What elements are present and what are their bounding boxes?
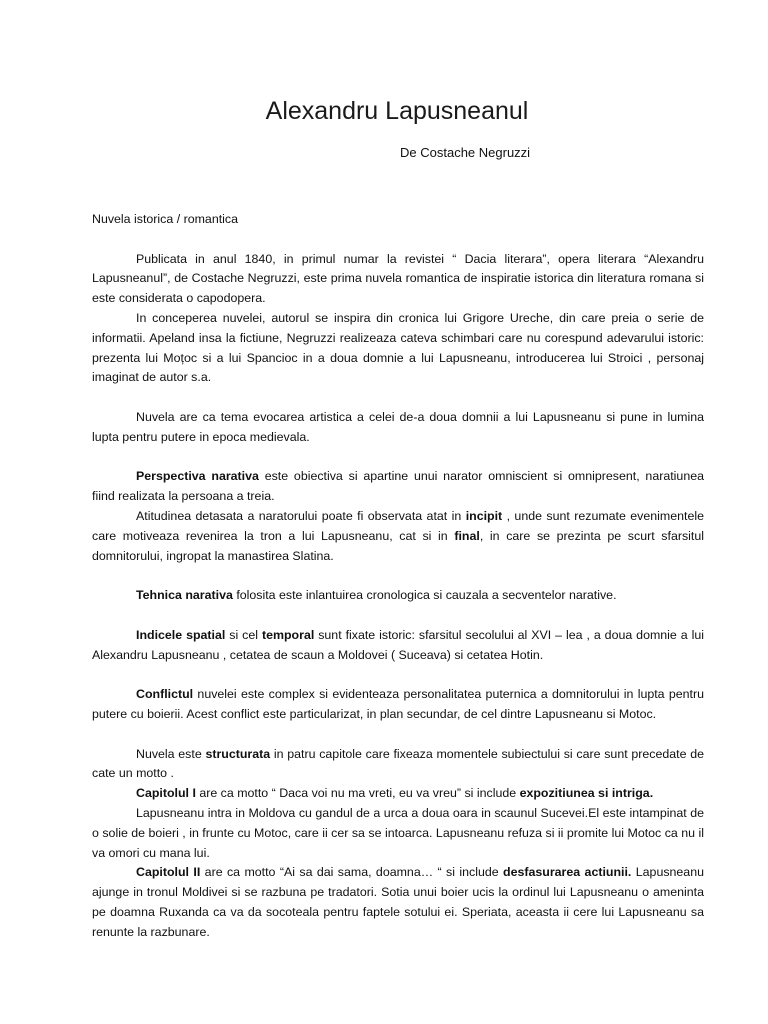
term-incipit: incipit	[465, 508, 503, 523]
term-conflictul: Conflictul	[136, 687, 194, 702]
genre-line: Nuvela istorica / romantica	[92, 212, 238, 226]
paragraph-theme: Nuvela are ca tema evocarea artistica a celei de-a doua domnii a lui Lapusneanu si pune in lumina lupta pentru putere in epoca medievala.	[92, 409, 704, 444]
term-expozitiunea: expozitiunea si intriga.	[519, 786, 654, 801]
term-capitolul-2: Capitolul II	[136, 865, 201, 880]
term-capitolul-1: Capitolul I	[136, 786, 196, 801]
term-spatial: Indicele spatial	[136, 627, 226, 642]
paragraph-chapter-1: Capitolul I are ca motto “ Daca voi nu ma vreti, eu va vreu” si include expozitiunea si intriga.	[136, 786, 654, 801]
paragraph-chapter-1-summary: Lapusneanu intra in Moldova cu gandul de a urca a doua oara in scaunul Sucevei.El este intampinat de o solie de boieri , in frunte cu Motoc, care ii cer sa se intoarca. Lapusneanu refuza si ii promite lui Motoc ca nu il va omori cu mana lui.	[92, 805, 704, 860]
document-title: Alexandru Lapusneanul	[265, 97, 529, 125]
paragraph-perspective: Perspectiva narativa este obiectiva si apartine unui narator omniscient si omnipresent, naratiunea fiind realizata la persoana a treia.	[92, 469, 704, 504]
paragraph-technique: Tehnica narativa folosita este inlantuirea cronologica si cauzala a secventelor narative.	[136, 588, 617, 603]
paragraph-attitude: Atitudinea detasata a naratorului poate fi observata atat in incipit , unde sunt rezumate evenimentele care motiveaza revenirea la tron a lui Lapusneanu, cat si in final, in care se prezinta pe scurt sfarsitul domnitorului, ingropat la manastirea Slatina.	[92, 508, 704, 563]
author-line: De Costache Negruzzi	[400, 145, 531, 160]
document-body	[92, 210, 704, 942]
paragraph-conflict: Conflictul nuvelei este complex si evidenteaza personalitatea puternica a domnitorului in lupta pentru putere cu boierii. Acest conflict este particularizat, in plan secundar, de cel dintre Lapusneanu si Motoc.	[92, 687, 704, 721]
term-temporal: temporal	[261, 627, 315, 642]
paragraph-indices: Indicele spatial si cel temporal sunt fixate istoric: sfarsitul secolului al XVI – lea , a doua domnie a lui Alexandru Lapusneanu , cetatea de scaun a Moldovei ( Suceava) si cetatea Hotin.	[92, 627, 704, 662]
term-tehnica: Tehnica narativa	[136, 588, 233, 603]
paragraph-publication: Publicata in anul 1840, in primul numar la revistei “ Dacia literara”, opera literara “Alexandru Lapusneanul”, de Costache Negruzzi, este prima nuvela romantica de inspiratie istorica din literatura romana si este considerata o capodopera.	[92, 251, 704, 306]
paragraph-structure: Nuvela este structurata in patru capitole care fixeaza momentele subiectului si care sunt precedate de cate un motto .	[92, 746, 704, 781]
term-desfasurarea: desfasurarea actiunii.	[503, 865, 632, 880]
paragraph-sources: In conceperea nuvelei, autorul se inspira din cronica lui Grigore Ureche, din care preia o serie de informatii. Apeland insa la fictiune, Negruzzi realizeaza cateva schimbari care nu corespund adevarului istoric: prezenta lui Moțoc si a lui Spancioc in a doua domnie a lui Lapusneanu, introducerea lui Stroici , personaj imaginat de autor s.a.	[92, 310, 704, 385]
term-structurata: structurata	[205, 746, 271, 761]
paragraph-chapter-2: Capitolul II are ca motto “Ai sa dai sama, doamna… “ si include desfasurarea actiunii. Lapusneanu ajunge in tronul Moldivei si se razbuna pe tradatori. Sotia unui boier ucis la ordinul lui Lapusneanu o ameninta pe doamna Ruxanda ca va da socoteala pentru faptele sotului ei. Speriata, aceasta ii cere lui Lapusneanu sa renunte la razbunare.	[92, 865, 704, 939]
term-perspectiva: Perspectiva narativa	[136, 469, 259, 484]
term-final: final	[454, 528, 480, 543]
